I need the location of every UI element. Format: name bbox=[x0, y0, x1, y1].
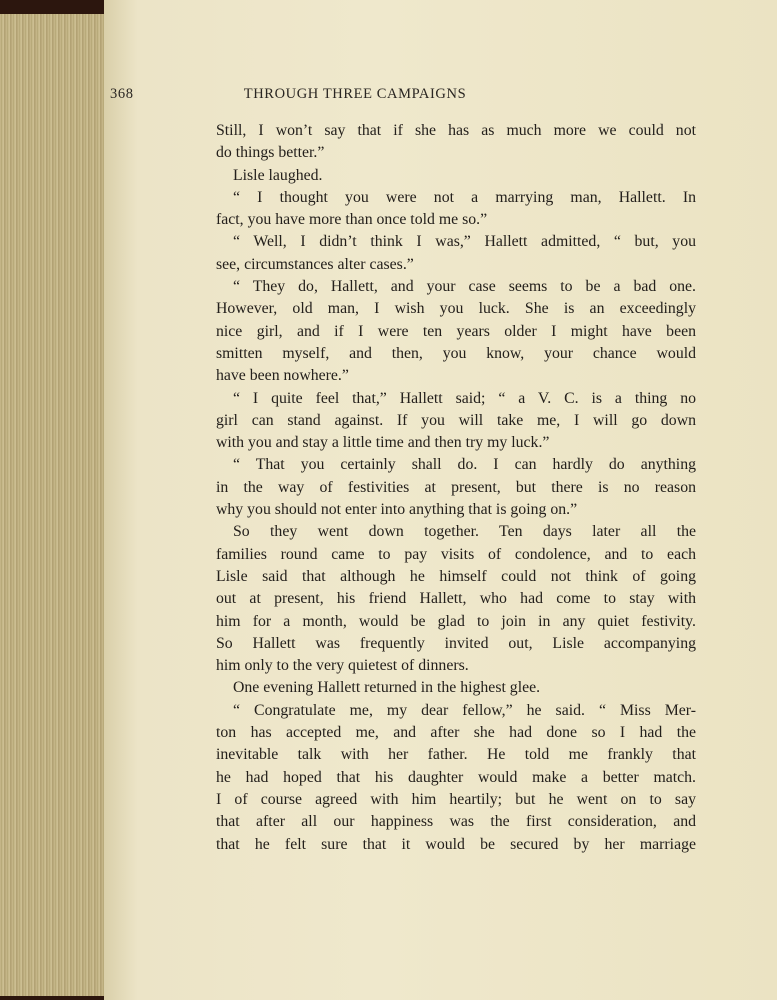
text-line: “ I thought you were not a marrying man, Hallett. In bbox=[233, 188, 696, 206]
text-line: “ I quite feel that,” Hallett said; “ a V. C. is a thing no bbox=[233, 389, 696, 407]
text-line: Still, I won’t say that if she has as much more we could not bbox=[216, 122, 696, 139]
text-line: smitten myself, and then, you know, your chance would bbox=[216, 344, 696, 362]
running-header bbox=[110, 86, 600, 106]
text-line: “ Well, I didn’t think I was,” Hallett admitted, “ but, you bbox=[233, 233, 696, 251]
text-line: in the way of festivities at present, but there is no reason bbox=[216, 478, 696, 496]
text-line: ton has accepted me, and after she had done so I had the bbox=[216, 724, 696, 742]
page-number: 368 bbox=[110, 86, 134, 102]
text-line: “ That you certainly shall do. I can hardly do anything bbox=[233, 456, 696, 474]
text-line: One evening Hallett returned in the highest glee. bbox=[233, 679, 541, 697]
text-line: nice girl, and if I were ten years older I might have been bbox=[216, 322, 696, 340]
text-line: I of course agreed with him heartily; but he went on to say bbox=[216, 790, 696, 808]
text-line: he had hoped that his daughter would make a better match. bbox=[216, 768, 696, 786]
text-line: Lisle laughed. bbox=[233, 166, 323, 184]
text-line: out at present, his friend Hallett, who had come to stay with bbox=[216, 590, 696, 608]
text-line: fact, you have more than once told me so.” bbox=[216, 211, 488, 229]
text-line: Lisle said that although he himself could not think of going bbox=[216, 567, 696, 585]
text-line: “ They do, Hallett, and your case seems to be a bad one. bbox=[233, 278, 696, 296]
text-line: However, old man, I wish you luck. She is an exceedingly bbox=[216, 300, 696, 318]
text-line: that he felt sure that it would be secured by her marriage bbox=[216, 835, 696, 853]
text-line: “ Congratulate me, my dear fellow,” he said. “ Miss Mer- bbox=[233, 701, 696, 719]
text-line: inevitable talk with her father. He told me frankly that bbox=[216, 746, 696, 764]
text-line: him only to the very quietest of dinners. bbox=[216, 657, 469, 675]
body-text bbox=[216, 120, 696, 856]
text-line: families round came to pay visits of condolence, and to each bbox=[216, 545, 696, 563]
text-line: him for a month, would be glad to join in any quiet festivity. bbox=[216, 612, 696, 630]
page-edges bbox=[0, 14, 106, 996]
text-line: that after all our happiness was the first consideration, and bbox=[216, 813, 696, 831]
running-title: THROUGH THREE CAMPAIGNS bbox=[243, 86, 467, 102]
text-line: have been nowhere.” bbox=[216, 367, 349, 385]
text-line: So they went down together. Ten days later all the bbox=[233, 523, 696, 541]
text-line: do things better.” bbox=[216, 144, 325, 162]
text-line: So Hallett was frequently invited out, Lisle accompanying bbox=[216, 634, 696, 652]
text-line: girl can stand against. If you will take me, I will go down bbox=[216, 411, 696, 429]
text-line: with you and stay a little time and then try my luck.” bbox=[216, 434, 550, 452]
text-line: see, circumstances alter cases.” bbox=[216, 255, 414, 273]
text-line: why you should not enter into anything that is going on.” bbox=[216, 501, 578, 519]
